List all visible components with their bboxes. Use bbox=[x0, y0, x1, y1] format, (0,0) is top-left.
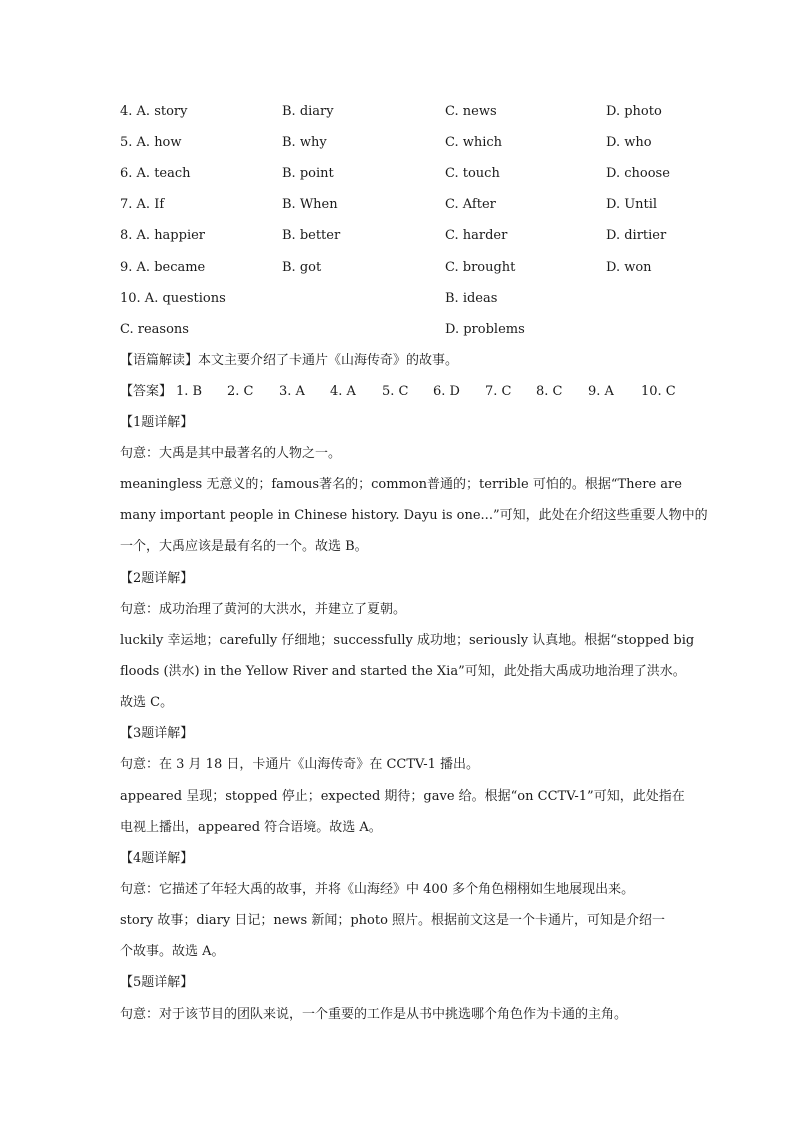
body-line: story 故事；diary 日记；news 新闻；photo 照片。根据前文这是一个卡通片，可知是介绍一 bbox=[120, 913, 666, 928]
answer-item: 6. D bbox=[433, 384, 460, 399]
answer-item: 5. C bbox=[382, 384, 409, 399]
body-line: 句意：在 3 月 18 日，卡通片《山海传奇》在 CCTV-1 播出。 bbox=[120, 757, 480, 772]
option-b: B. When bbox=[282, 197, 338, 212]
option-c: C. reasons bbox=[120, 322, 189, 337]
answer-item: 3. A bbox=[279, 384, 305, 399]
section-heading-4: 【4题详解】 bbox=[120, 851, 194, 866]
option-d: D. dirtier bbox=[606, 228, 667, 243]
option-b: B. point bbox=[282, 166, 334, 181]
body-line: 句意：大禹是其中最著名的人物之一。 bbox=[120, 446, 342, 461]
body-line: 句意：成功治理了黄河的大洪水，并建立了夏朝。 bbox=[120, 602, 407, 617]
answer-item: 4. A bbox=[330, 384, 356, 399]
passage-intro: 【语篇解读】本文主要介绍了卡通片《山海传奇》的故事。 bbox=[120, 353, 459, 368]
option-c: C. which bbox=[445, 135, 503, 150]
option-a: 5. A. how bbox=[120, 135, 182, 150]
option-a: 8. A. happier bbox=[120, 228, 206, 243]
option-a: 6. A. teach bbox=[120, 166, 191, 181]
option-a: 9. A. became bbox=[120, 260, 206, 275]
option-b: B. got bbox=[282, 260, 322, 275]
body-line: 句意：对于该节目的团队来说，一个重要的工作是从书中挑选哪个角色作为卡通的主角。 bbox=[120, 1007, 628, 1022]
option-d: D. won bbox=[606, 260, 652, 275]
answer-item: 1. B bbox=[176, 384, 203, 399]
option-d: D. Until bbox=[606, 197, 658, 212]
body-line: floods (洪水) in the Yellow River and started the Xia”可知，此处指大禹成功地治理了洪水。 bbox=[120, 664, 686, 679]
option-a: 7. A. If bbox=[120, 197, 165, 212]
option-d: D. problems bbox=[445, 322, 525, 337]
answer-item: 7. C bbox=[485, 384, 512, 399]
option-d: D. who bbox=[606, 135, 652, 150]
section-heading-3: 【3题详解】 bbox=[120, 726, 194, 741]
body-line: meaningless 无意义的；famous著名的；common普通的；terrible 可怕的。根据“There are bbox=[120, 477, 682, 492]
option-c: C. harder bbox=[445, 228, 508, 243]
option-b: B. ideas bbox=[445, 291, 498, 306]
section-heading-5: 【5题详解】 bbox=[120, 975, 194, 990]
body-line: 句意：它描述了年轻大禹的故事，并将《山海经》中 400 多个角色栩栩如生地展现出来。 bbox=[120, 882, 635, 897]
option-a: 10. A. questions bbox=[120, 291, 226, 306]
option-c: C. touch bbox=[445, 166, 500, 181]
answers-label: 【答案】 bbox=[120, 384, 173, 399]
section-heading-2: 【2题详解】 bbox=[120, 571, 194, 586]
option-b: B. why bbox=[282, 135, 327, 150]
option-b: B. diary bbox=[282, 104, 334, 119]
body-line: 一个，大禹应该是最有名的一个。故选 B。 bbox=[120, 539, 368, 554]
option-c: C. news bbox=[445, 104, 497, 119]
section-heading-1: 【1题详解】 bbox=[120, 415, 194, 430]
option-b: B. better bbox=[282, 228, 341, 243]
body-line: luckily 幸运地；carefully 仔细地；successfully 成功地；seriously 认真地。根据“stopped big bbox=[120, 633, 695, 648]
option-c: C. After bbox=[445, 197, 496, 212]
answer-item: 10. C bbox=[641, 384, 676, 399]
option-a: 4. A. story bbox=[120, 104, 188, 119]
answer-item: 8. C bbox=[536, 384, 563, 399]
option-d: D. photo bbox=[606, 104, 662, 119]
body-line: 故选 C。 bbox=[120, 695, 174, 710]
body-line: 个故事。故选 A。 bbox=[120, 944, 225, 959]
body-line: many important people in Chinese history. Dayu is one...”可知，此处在介绍这些重要人物中的 bbox=[120, 508, 708, 523]
option-d: D. choose bbox=[606, 166, 670, 181]
option-c: C. brought bbox=[445, 260, 516, 275]
body-line: 电视上播出，appeared 符合语境。故选 A。 bbox=[120, 820, 382, 835]
body-line: appeared 呈现；stopped 停止；expected 期待；gave 给。根据“on CCTV-1”可知，此处指在 bbox=[120, 789, 685, 804]
answer-item: 2. C bbox=[227, 384, 254, 399]
answer-item: 9. A bbox=[588, 384, 614, 399]
